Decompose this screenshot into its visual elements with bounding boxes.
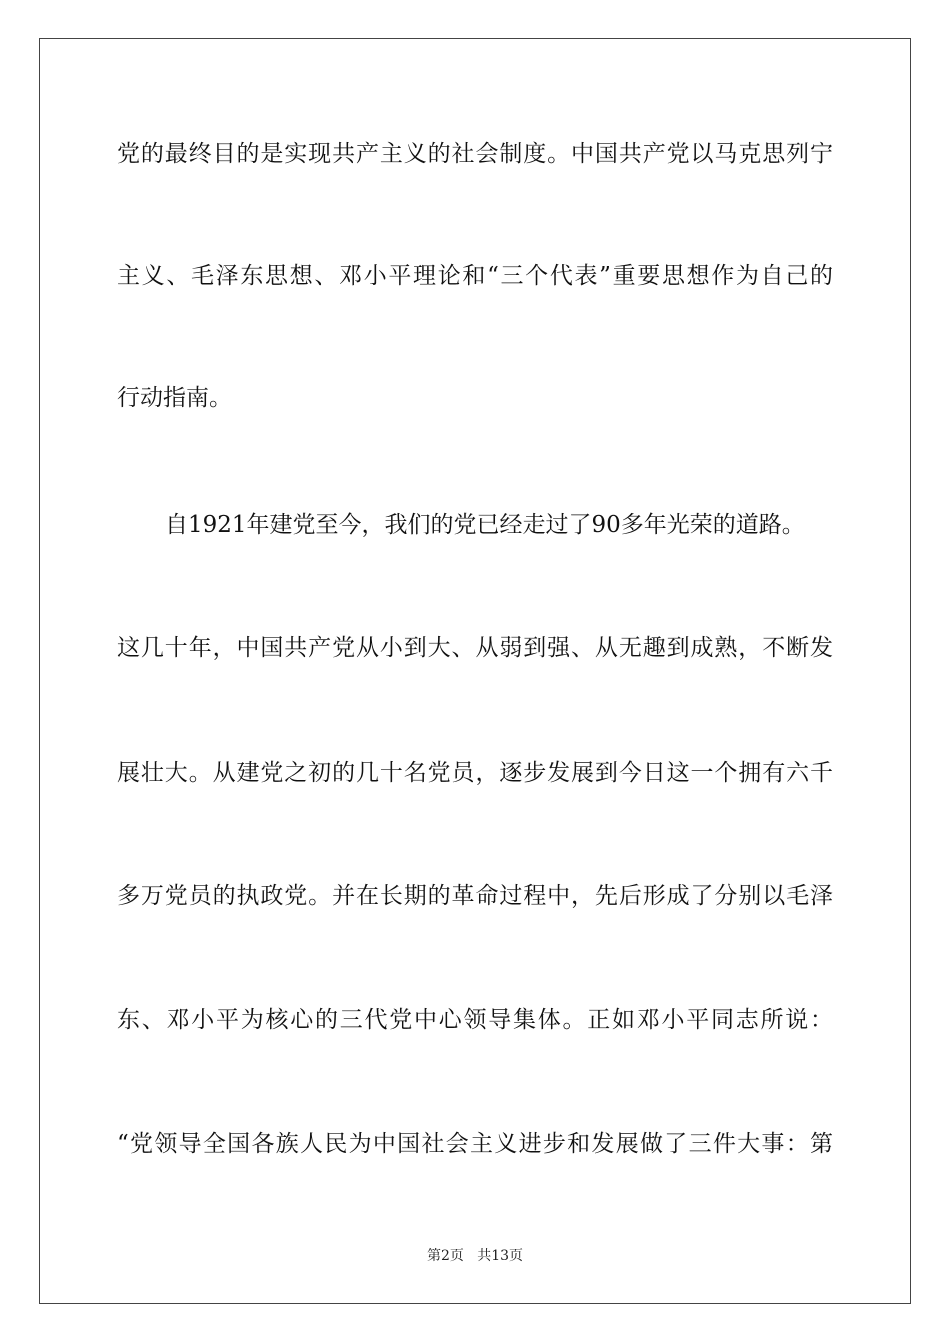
footer-page-current: 2 (440, 1248, 450, 1264)
text-line-8: 东、邓小平为核心的三代党中心领导集体。正如邓小平同志所说： (117, 1007, 833, 1033)
footer-total-prefix: 共 (477, 1248, 492, 1264)
footer-page-prefix: 第 (426, 1248, 441, 1264)
text-line-6: 展壮大。从建党之初的几十名党员，逐步发展到今日这一个拥有六千 (117, 760, 833, 786)
footer-page-total: 13 (491, 1248, 510, 1264)
text-line-2: 主义、毛泽东思想、邓小平理论和“三个代表”重要思想作为自己的 (117, 263, 833, 289)
text-line-7: 多万党员的执政党。并在长期的革命过程中，先后形成了分别以毛泽 (117, 883, 833, 909)
page-border (39, 38, 911, 1304)
page-footer (0, 1247, 950, 1265)
footer-page-suffix: 页 (449, 1248, 464, 1264)
text-line-5: 这几十年，中国共产党从小到大、从弱到强、从无趣到成熟，不断发 (117, 635, 833, 661)
text-line-1: 党的最终目的是实现共产主义的社会制度。中国共产党以马克思列宁 (117, 141, 833, 167)
footer-total-suffix: 页 (509, 1248, 524, 1264)
text-line-9: “党领导全国各族人民为中国社会主义进步和发展做了三件大事：第 (117, 1131, 833, 1157)
text-line-4: 自1921年建党至今，我们的党已经走过了90多年光荣的道路。 (165, 512, 805, 538)
text-line-3: 行动指南。 (117, 385, 232, 411)
